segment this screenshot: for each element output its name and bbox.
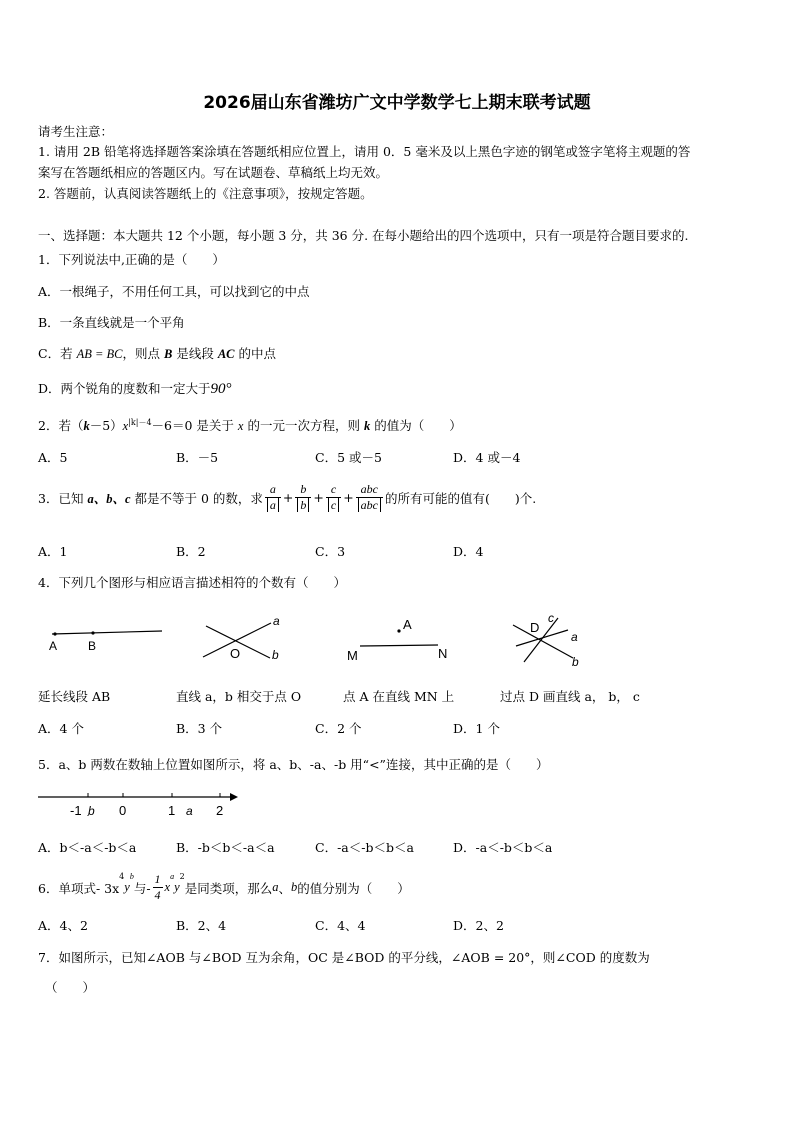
q3-stem: 3．已知 a、b、c 都是不等于 0 的数，求 $\frac{a}{a}$ + $\frac{b}{b}$ + $\frac{c}{c}$ + $\frac{\text{abc}}{\text{abc}}$ 的所有可能的值有( )个. xyxy=(38,482,537,512)
q4-figure-intersecting-lines xyxy=(203,614,280,662)
q4-figure-point-line xyxy=(347,617,447,663)
q3-fraction-b: $\frac{b}{b}$ xyxy=(295,482,311,513)
q3-fraction-abc: $\frac{\text{abc}}{\text{abc}}$ xyxy=(356,482,383,513)
q1-option-b: B．一条直线就是一个平角 xyxy=(38,315,185,330)
section-heading: 一、选择题：本大题共 12 个小题，每小题 3 分，共 36 分. 在每小题给出的四个选项中，只有一项是符合题目要求的. xyxy=(38,228,689,243)
q2-option-c: C．5 或－5 xyxy=(315,450,382,465)
q5-number-line xyxy=(30,785,250,821)
q4-figures xyxy=(0,600,794,680)
q5-tick-2: 2 xyxy=(216,803,224,818)
q5-option-d: D．-a＜-b＜b＜a xyxy=(453,840,553,855)
q4-fig3-label-a: A xyxy=(403,617,412,632)
q5-label-b: b xyxy=(88,804,95,818)
q5-tick-1: 1 xyxy=(168,803,176,818)
q5-option-c: C．-a＜-b＜b＜a xyxy=(315,840,414,855)
q3-option-d: D．4 xyxy=(453,544,484,559)
q5-tick-0: 0 xyxy=(119,803,127,818)
notice-heading: 请考生注意： xyxy=(38,124,114,139)
q1-stem: 1．下列说法中,正确的是（ ） xyxy=(38,252,225,267)
q4-option-d: D．1 个 xyxy=(453,721,500,736)
q4-fig4-label-b: b xyxy=(572,655,579,669)
q5-label-a: a xyxy=(186,804,193,818)
q4-fig4-label-a: a xyxy=(571,630,578,644)
q3-option-c: C．3 xyxy=(315,544,346,559)
q4-figure-three-lines xyxy=(513,611,579,669)
q4-fig2-label-o: O xyxy=(230,646,241,661)
q4-fig1-label-a: A xyxy=(49,639,58,653)
q4-fig4-label-d: D xyxy=(530,620,540,635)
q4-stem: 4．下列几个图形与相应语言描述相符的个数有（ ） xyxy=(38,575,346,590)
q3-option-b: B．2 xyxy=(176,544,206,559)
q2-option-b: B．－5 xyxy=(176,450,219,465)
q2-option-d: D．4 或－4 xyxy=(453,450,521,465)
q3-fraction-c: $\frac{c}{c}$ xyxy=(326,482,341,513)
q7-answer-paren: （ ） xyxy=(45,980,96,995)
q4-fig2-label-a: a xyxy=(273,614,280,628)
q4-fig4-label-c: c xyxy=(548,611,554,625)
q4-caption-2: 直线 a，b 相交于点 O xyxy=(176,689,302,704)
page-title: 2026届山东省潍坊广文中学数学七上期末联考试题 xyxy=(203,93,591,113)
q4-fig3-label-n: N xyxy=(438,646,448,661)
q6-option-c: C．4、4 xyxy=(315,918,366,933)
q6-stem: 6．单项式- 3x $^4$ y $^b$ 与- $\frac{1}{4}$ x $^a$ y $^2$ 是同类项，那么 a 、 b 的值分别为（ ） xyxy=(38,872,410,902)
q6-option-b: B．2、4 xyxy=(176,918,227,933)
q1-option-c: C．若 AB = BC，则点 B 是线段 AC 的中点 xyxy=(38,346,277,361)
q6-option-d: D．2、2 xyxy=(453,918,504,933)
notice-item-1a: 1. 请用 2B 铅笔将选择题答案涂填在答题纸相应位置上，请用 0．5 毫米及以上黑色字迹的钢笔或签字笔将主观题的答 xyxy=(38,144,691,159)
q2-stem: 2．若$(k-5)x^{|k|-4}-6=0$ 是关于 x 的一元一次方程，则 k 的值为（ ） xyxy=(38,417,462,433)
q6-fraction: $\frac{1}{4}$ xyxy=(154,872,161,902)
q1-option-d: D．两个锐角的度数和一定大于90° xyxy=(38,381,232,397)
q5-tick-minus-1: -1 xyxy=(70,803,82,818)
q4-caption-4: 过点 D 画直线 a， b， c xyxy=(500,689,640,704)
q4-fig2-label-b: b xyxy=(272,648,279,662)
q1-c-equation: AB = BC xyxy=(76,347,123,361)
q4-option-a: A．4 个 xyxy=(38,721,84,736)
q4-caption-1: 延长线段 AB xyxy=(38,689,111,704)
q1-option-a: A．一根绳子，不用任何工具，可以找到它的中点 xyxy=(38,284,310,299)
q4-option-b: B．3 个 xyxy=(176,721,223,736)
q5-option-b: B．-b＜b＜-a＜a xyxy=(176,840,275,855)
notice-item-2: 2. 答题前，认真阅读答题纸上的《注意事项》，按规定答题。 xyxy=(38,186,373,201)
q5-option-a: A．b＜-a＜-b＜a xyxy=(38,840,137,855)
q4-figure-segment xyxy=(49,631,162,653)
q3-fraction-a: $\frac{a}{a}$ xyxy=(265,482,281,513)
q7-stem: 7．如图所示，已知∠AOB 与∠BOD 互为余角，OC 是∠BOD 的平分线，∠AOB = 20°，则∠COD 的度数为 xyxy=(38,950,650,965)
q3-option-a: A．1 xyxy=(38,544,68,559)
q4-caption-3: 点 A 在直线 MN 上 xyxy=(343,689,455,704)
notice-item-1b: 案写在答题纸相应的答题区内。写在试题卷、草稿纸上均无效。 xyxy=(38,165,389,180)
q5-stem: 5．a、b 两数在数轴上位置如图所示，将 a、b、-a、-b 用“<”连接，其中正确的是（ ） xyxy=(38,757,549,772)
q2-option-a: A．5 xyxy=(38,450,68,465)
q4-fig3-label-m: M xyxy=(347,648,358,663)
q4-option-c: C．2 个 xyxy=(315,721,362,736)
q4-fig1-label-b: B xyxy=(88,639,97,653)
q6-option-a: A．4、2 xyxy=(38,918,88,933)
